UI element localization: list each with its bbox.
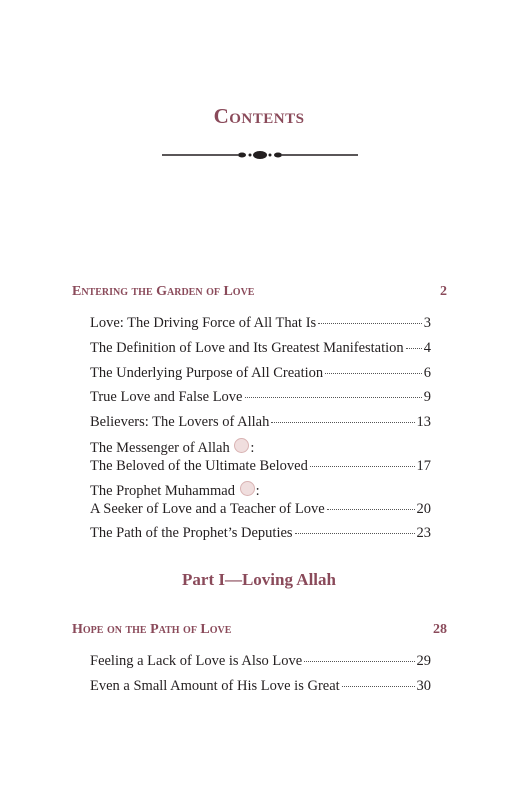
entry-page-number: 20 bbox=[416, 501, 431, 517]
entry-title: Even a Small Amount of His Love is Great bbox=[90, 678, 340, 694]
entry-title: Believers: The Lovers of Allah bbox=[90, 414, 270, 430]
dot-leader bbox=[304, 661, 414, 662]
toc-entry[interactable] bbox=[90, 364, 431, 382]
entry-title-line1: The Prophet Muhammad bbox=[90, 483, 235, 499]
section-title: Hope on the Path of Love bbox=[72, 622, 232, 637]
section-title: Entering the Garden of Love bbox=[72, 284, 255, 299]
entry-title: A Seeker of Love and a Teacher of Love bbox=[90, 501, 325, 517]
contents-title: Contents bbox=[213, 104, 305, 128]
entry-title-line1-suffix: : bbox=[250, 440, 255, 456]
dot-leader bbox=[271, 422, 414, 423]
salutation-glyph-icon bbox=[234, 438, 249, 453]
dot-leader bbox=[310, 466, 415, 467]
salutation-glyph-icon bbox=[240, 481, 255, 496]
entry-title: Love: The Driving Force of All That Is bbox=[90, 315, 317, 331]
entry-title: The Beloved of the Ultimate Beloved bbox=[90, 458, 308, 474]
dot-leader bbox=[325, 373, 422, 374]
dot-leader bbox=[406, 348, 422, 349]
toc-entry[interactable] bbox=[90, 677, 431, 695]
dot-leader bbox=[327, 509, 415, 510]
toc-entry[interactable] bbox=[90, 339, 431, 357]
entry-title-line1: The Messenger of Allah bbox=[90, 440, 230, 456]
entry-title: Feeling a Lack of Love is Also Love bbox=[90, 653, 303, 669]
entry-page-number: 13 bbox=[416, 414, 431, 430]
toc-entry[interactable] bbox=[90, 652, 431, 670]
toc-entry[interactable] bbox=[90, 481, 431, 518]
entry-title-line1-suffix: : bbox=[255, 483, 260, 499]
section-page-number: 2 bbox=[440, 284, 447, 299]
entry-page-number: 23 bbox=[416, 525, 431, 541]
dot-leader bbox=[342, 686, 415, 687]
entry-page-number: 30 bbox=[416, 678, 431, 694]
section-heading[interactable] bbox=[72, 622, 447, 638]
ornament-divider-icon bbox=[162, 148, 358, 162]
entry-page-number: 17 bbox=[416, 458, 431, 474]
entry-title: The Definition of Love and Its Greatest Manifestation bbox=[90, 340, 404, 356]
entry-title: The Underlying Purpose of All Creation bbox=[90, 365, 324, 381]
dot-leader bbox=[318, 323, 422, 324]
part-heading: Part I—Loving Allah bbox=[182, 570, 336, 589]
toc-entry[interactable] bbox=[90, 524, 431, 542]
entry-page-number: 9 bbox=[423, 389, 431, 405]
entry-title: True Love and False Love bbox=[90, 389, 243, 405]
entry-page-number: 29 bbox=[416, 653, 431, 669]
toc-entry[interactable] bbox=[90, 413, 431, 431]
toc-entry[interactable] bbox=[90, 314, 431, 332]
section-heading[interactable] bbox=[72, 284, 447, 300]
dot-leader bbox=[245, 397, 422, 398]
section-page-number: 28 bbox=[433, 622, 447, 637]
dot-leader bbox=[295, 533, 415, 534]
toc-entry[interactable] bbox=[90, 388, 431, 406]
entry-page-number: 6 bbox=[423, 365, 431, 381]
toc-entry[interactable] bbox=[90, 438, 431, 475]
entry-title: The Path of the Prophet’s Deputies bbox=[90, 525, 293, 541]
entry-page-number: 4 bbox=[423, 340, 431, 356]
entry-page-number: 3 bbox=[423, 315, 431, 331]
